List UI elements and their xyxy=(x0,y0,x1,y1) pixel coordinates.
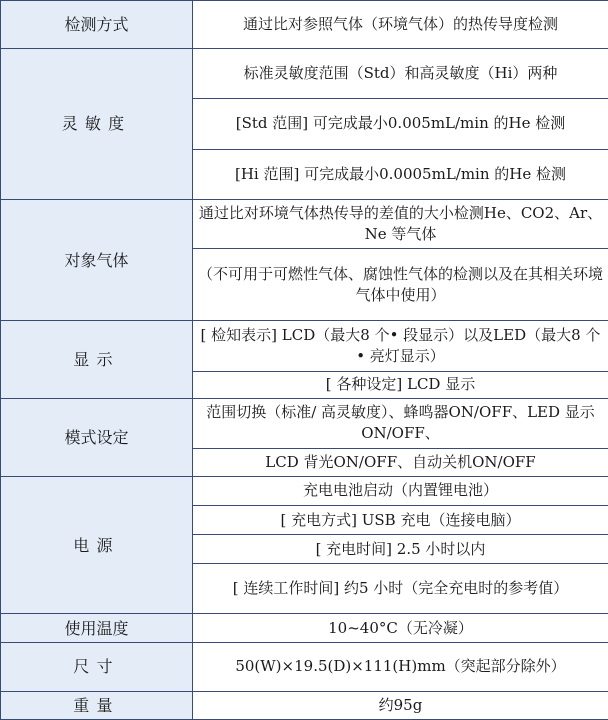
value-target-gas-note: （不可用于可燃性气体、腐蚀性气体的检测以及在其相关环境气体中使用） xyxy=(193,249,608,321)
row-sensitivity xyxy=(1,49,608,99)
value-power-battery: 充电电池启动（内置锂电池） xyxy=(193,476,608,505)
value-detection-method: 通过比对参照气体（环境气体）的热传导度检测 xyxy=(193,1,608,49)
value-mode-settings-1: 范围切换（标准/ 高灵敏度）、蜂鸣器ON/OFF、LED 显示ON/OFF、 xyxy=(193,398,608,448)
value-sensitivity-hi: [Hi 范围] 可完成最小0.0005mL/min 的He 检测 xyxy=(193,149,608,199)
value-display-detect: [ 检知表示] LCD（最大8 个• 段显示）以及LED（最大8 个• 亮灯显示） xyxy=(193,321,608,371)
value-weight: 约95g xyxy=(193,691,608,719)
label-sensitivity: 灵敏度 xyxy=(1,49,193,200)
label-weight: 重量 xyxy=(1,691,193,719)
value-display-settings: [ 各种设定] LCD 显示 xyxy=(193,371,608,398)
value-sensitivity-std: [Std 范围] 可完成最小0.005mL/min 的He 检测 xyxy=(193,99,608,149)
value-power-charge-time: [ 充电时间] 2.5 小时以内 xyxy=(193,535,608,564)
label-power: 电源 xyxy=(1,476,193,614)
row-weight xyxy=(1,691,608,719)
label-display: 显示 xyxy=(1,321,193,398)
label-detection-method: 检测方式 xyxy=(1,1,193,49)
row-display xyxy=(1,321,608,371)
value-dimensions: 50(W)×19.5(D)×111(H)mm（突起部分除外） xyxy=(193,642,608,691)
value-power-runtime: [ 连续工作时间] 约5 小时（完全充电时的参考值） xyxy=(193,564,608,614)
label-dimensions: 尺寸 xyxy=(1,642,193,691)
value-target-gas: 通过比对环境气体热传导的差值的大小检测He、CO2、Ar、Ne 等气体 xyxy=(193,199,608,248)
row-operating-temp xyxy=(1,614,608,642)
row-mode-settings xyxy=(1,398,608,448)
value-sensitivity-modes: 标准灵敏度范围（Std）和高灵敏度（Hi）两种 xyxy=(193,49,608,99)
label-mode-settings: 模式设定 xyxy=(1,398,193,476)
row-dimensions xyxy=(1,642,608,691)
row-target-gas xyxy=(1,199,608,248)
row-power xyxy=(1,476,608,505)
label-operating-temp: 使用温度 xyxy=(1,614,193,642)
label-target-gas: 对象气体 xyxy=(1,199,193,321)
value-operating-temp: 10~40°C（无冷凝） xyxy=(193,614,608,642)
value-mode-settings-2: LCD 背光ON/OFF、自动关机ON/OFF xyxy=(193,448,608,476)
value-power-charge-method: [ 充电方式] USB 充电（连接电脑） xyxy=(193,506,608,535)
row-detection-method xyxy=(1,1,608,49)
